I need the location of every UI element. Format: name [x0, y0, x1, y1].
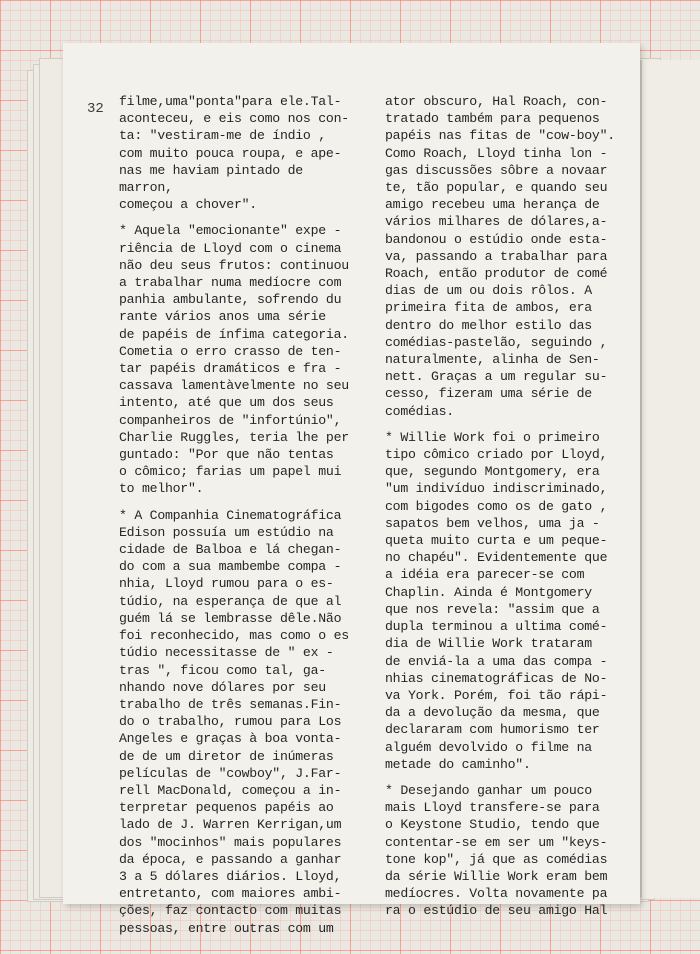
page-number: 32 — [87, 101, 104, 117]
paragraph: * Aquela "emocionante" expe - riência de Lloyd com o cinema não deu seus frutos: continuou a trabalhar numa medíocre com panhia ambulante, sofrendo du rante vários anos uma série de papéis de ínfima categoria. Cometia o erro crasso de ten- tar papéis dramáticos e fra - cassava lamentàvelmente no seu intento, até que um dos seus companheiros de "infortúnio", Charlie Ruggles, teria lhe per guntado: "Por que não tentas o cômico; farias um papel mui to melhor". — [119, 223, 349, 497]
right-column — [385, 93, 630, 929]
paragraph: * A Companhia Cinematográfica Edison possuía um estúdio na cidade de Balboa e lá chegan- do com a sua mambembe compa - nhia, Lloyd rumou para o es- túdio, na esperança de que al guém lá se lembrasse dêle.Não foi reconhecido, mas como o es túdio necessitasse de " ex - tras ", ficou como tal, ga- nhando nove dólares por seu trabalho de três semanas.Fin- do o trabalho, rumou para Los Angeles e graças à boa vonta- de de um diretor de inúmeras películas de "cowboy", J.Far- rell MacDonald, começou a in- terpretar pequenos papéis ao lado de J. Warren Kerrigan,um dos "mocinhos" mais populares da época, e passando a ganhar 3 a 5 dólares diários. Lloyd, entretanto, com maiores ambi- ções, faz contacto com muitas pessoas, entre outras com um — [119, 507, 349, 936]
left-column — [119, 93, 364, 946]
paragraph: filme,uma"ponta"para ele.Tal- aconteceu, e eis como nos con- ta: "vestiram-me de índio , com muito pouca roupa, e ape- nas me haviam pintado de marron, começou a chover". — [119, 94, 349, 213]
typewritten-page — [63, 43, 640, 936]
paragraph: * Desejando ganhar um pouco mais Lloyd transfere-se para o Keystone Studio, tendo que contentar-se em ser um "keys- tone kop", já que as comédias da série Willie Work eram bem medíocres. Volta novamente pa ra o estúdio de seu amigo Hal — [385, 782, 608, 919]
adjacent-page-edge — [640, 60, 700, 898]
paragraph: ator obscuro, Hal Roach, con- tratado também para pequenos papéis nas fitas de "cow-boy". Como Roach, Lloyd tinha lon - gas discussões sôbre a novaar te, tão popular, e quando seu amigo recebeu uma herança de vários milhares de dólares,a- bandonou o estúdio onde esta- va, passando a trabalhar para Roach, então produtor de comé dias de um ou dois rôlos. A primeira fita de ambos, era dentro do melhor estilo das comédias-pastelão, seguindo , naturalmente, alinha de Sen- nett. Graças a um regular su- cesso, fizeram uma série de comédias. — [385, 94, 615, 419]
paragraph: * Willie Work foi o primeiro tipo cômico criado por Lloyd, que, segundo Montgomery, era "um indivíduo indiscriminado, com bigodes como os de gato , sapatos bem velhos, uma ja - queta muito curta e um peque- no chapéu". Evidentemente que a idéia era parecer-se com Chaplin. Ainda é Montgomery que nos revela: "assim que a dupla terminou a ultima comé- dia de Willie Work trataram de enviá-la a uma das compa - nhias cinematográficas de No- va York. Porém, foi tão rápi- da a devolução da mesma, que declararam com humorismo ter alguém devolvido o filme na metade do caminho". — [385, 429, 608, 772]
